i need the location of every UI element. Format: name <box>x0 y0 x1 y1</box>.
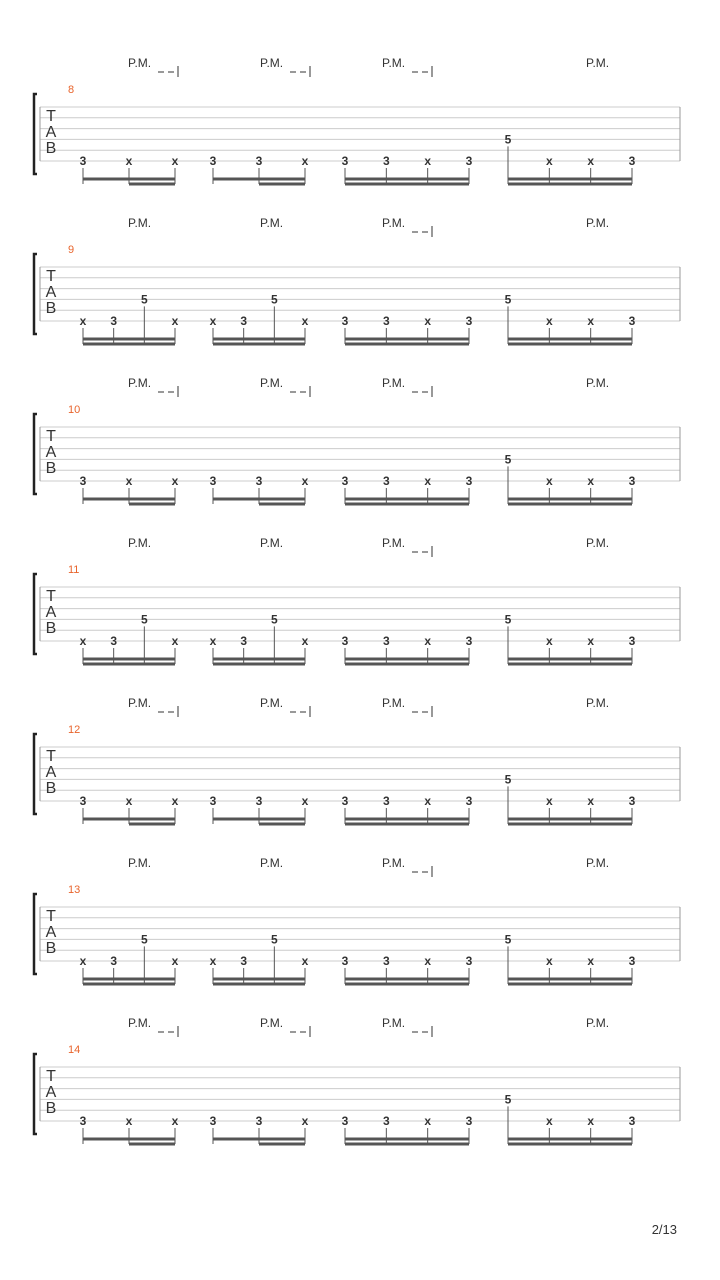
fret-number: 5 <box>140 932 148 947</box>
palm-mute-label: P.M. <box>260 1016 284 1030</box>
fret-number: 3 <box>628 794 636 808</box>
fret-number: 3 <box>628 1114 636 1128</box>
fret-number: x <box>545 634 553 648</box>
fret-number: 3 <box>341 794 349 808</box>
palm-mute-label: P.M. <box>128 856 152 870</box>
bar-number: 11 <box>68 564 80 576</box>
tab-clef-letter: T <box>46 908 56 925</box>
fret-number: x <box>545 314 553 328</box>
fret-number: x <box>171 794 179 808</box>
tab-clef-letter: T <box>46 1068 56 1085</box>
fret-number: 5 <box>270 292 278 307</box>
palm-mute-label: P.M. <box>260 536 284 550</box>
bar-number: 14 <box>68 1044 81 1056</box>
fret-number: 5 <box>504 1092 512 1107</box>
fret-number: 3 <box>110 634 118 648</box>
fret-number: x <box>424 154 432 168</box>
fret-number: 3 <box>240 314 248 328</box>
fret-number: x <box>209 634 217 648</box>
fret-number: x <box>424 314 432 328</box>
fret-number: 3 <box>382 954 390 968</box>
palm-mute-label: P.M. <box>128 376 152 390</box>
fret-number: x <box>587 794 595 808</box>
fret-number: x <box>171 474 179 488</box>
fret-number: x <box>301 314 309 328</box>
fret-number: x <box>301 1114 309 1128</box>
fret-number: 3 <box>255 154 263 168</box>
fret-number: 5 <box>504 452 512 467</box>
fret-number: 3 <box>382 474 390 488</box>
palm-mute-label: P.M. <box>128 1016 152 1030</box>
palm-mute-label: P.M. <box>260 216 284 230</box>
palm-mute-label: P.M. <box>586 536 610 550</box>
palm-mute-label: P.M. <box>382 56 406 70</box>
fret-number: 5 <box>504 132 512 147</box>
fret-number: 3 <box>209 794 217 808</box>
fret-number: x <box>125 794 133 808</box>
palm-mute-label: P.M. <box>128 536 152 550</box>
fret-number: 3 <box>255 794 263 808</box>
tab-clef-letter: B <box>45 300 57 317</box>
fret-number: x <box>171 314 179 328</box>
fret-number: 3 <box>382 314 390 328</box>
fret-number: 3 <box>341 154 349 168</box>
fret-number: x <box>424 794 432 808</box>
palm-mute-label: P.M. <box>382 1016 406 1030</box>
palm-mute-label: P.M. <box>128 56 152 70</box>
fret-number: 3 <box>110 314 118 328</box>
fret-number: 3 <box>240 954 248 968</box>
palm-mute-label: P.M. <box>260 56 284 70</box>
fret-number: 3 <box>240 634 248 648</box>
fret-number: 3 <box>79 1114 87 1128</box>
bar-number: 10 <box>68 404 81 416</box>
tab-clef-letter: A <box>45 764 57 781</box>
fret-number: 3 <box>465 954 473 968</box>
fret-number: 3 <box>79 794 87 808</box>
palm-mute-label: P.M. <box>586 56 610 70</box>
bar-number: 9 <box>68 244 75 256</box>
palm-mute-label: P.M. <box>382 856 406 870</box>
palm-mute-label: P.M. <box>128 216 152 230</box>
fret-number: x <box>545 794 553 808</box>
tab-clef-letter: B <box>45 940 57 957</box>
tab-clef-letter: A <box>45 284 57 301</box>
system-bracket <box>34 894 37 974</box>
fret-number: 3 <box>79 474 87 488</box>
fret-number: 3 <box>382 794 390 808</box>
fret-number: x <box>587 154 595 168</box>
fret-number: x <box>171 1114 179 1128</box>
palm-mute-label: P.M. <box>260 376 284 390</box>
palm-mute-label: P.M. <box>586 1016 610 1030</box>
fret-number: 3 <box>209 474 217 488</box>
fret-number: x <box>209 954 217 968</box>
fret-number: x <box>545 1114 553 1128</box>
fret-number: x <box>301 154 309 168</box>
tab-clef-letter: B <box>45 780 57 797</box>
tab-clef-letter: T <box>46 108 56 125</box>
fret-number: 3 <box>628 954 636 968</box>
palm-mute-label: P.M. <box>586 856 610 870</box>
fret-number: x <box>301 634 309 648</box>
fret-number: 3 <box>382 1114 390 1128</box>
fret-number: 3 <box>341 634 349 648</box>
fret-number: x <box>545 474 553 488</box>
tab-clef-letter: T <box>46 748 56 765</box>
fret-number: 5 <box>504 292 512 307</box>
tab-clef-letter: A <box>45 444 57 461</box>
fret-number: x <box>587 314 595 328</box>
fret-number: 5 <box>504 772 512 787</box>
fret-number: 3 <box>382 154 390 168</box>
tab-clef-letter: B <box>45 620 57 637</box>
system-bracket <box>34 574 37 654</box>
system-bracket <box>34 254 37 334</box>
fret-number: x <box>209 314 217 328</box>
fret-number: x <box>301 794 309 808</box>
fret-number: 3 <box>341 474 349 488</box>
fret-number: 3 <box>465 314 473 328</box>
fret-number: 3 <box>465 634 473 648</box>
system-bracket <box>34 94 37 174</box>
fret-number: x <box>587 474 595 488</box>
tab-clef-letter: T <box>46 268 56 285</box>
page-number: 2/13 <box>651 1222 677 1237</box>
fret-number: x <box>79 634 87 648</box>
fret-number: 3 <box>628 314 636 328</box>
system-bracket <box>34 1054 37 1134</box>
system-bracket <box>34 414 37 494</box>
fret-number: x <box>125 474 133 488</box>
fret-number: 3 <box>628 634 636 648</box>
bar-number: 12 <box>68 724 81 736</box>
fret-number: 5 <box>270 612 278 627</box>
fret-number: x <box>545 154 553 168</box>
palm-mute-label: P.M. <box>586 376 610 390</box>
fret-number: x <box>424 634 432 648</box>
fret-number: x <box>424 954 432 968</box>
fret-number: 5 <box>504 612 512 627</box>
fret-number: 3 <box>110 954 118 968</box>
fret-number: 3 <box>465 154 473 168</box>
tab-clef-letter: T <box>46 428 56 445</box>
fret-number: 3 <box>209 1114 217 1128</box>
fret-number: x <box>79 954 87 968</box>
tab-clef-letter: T <box>46 588 56 605</box>
fret-number: 3 <box>255 1114 263 1128</box>
fret-number: x <box>301 474 309 488</box>
tab-clef-letter: A <box>45 604 57 621</box>
fret-number: 5 <box>140 292 148 307</box>
tab-clef-letter: A <box>45 124 57 141</box>
fret-number: 3 <box>628 154 636 168</box>
fret-number: x <box>171 634 179 648</box>
fret-number: x <box>125 154 133 168</box>
palm-mute-label: P.M. <box>382 696 406 710</box>
fret-number: x <box>171 154 179 168</box>
palm-mute-label: P.M. <box>260 696 284 710</box>
bar-number: 13 <box>68 884 81 896</box>
fret-number: 3 <box>79 154 87 168</box>
fret-number: x <box>79 314 87 328</box>
fret-number: x <box>587 954 595 968</box>
fret-number: x <box>424 1114 432 1128</box>
tab-clef-letter: B <box>45 1100 57 1117</box>
fret-number: x <box>587 1114 595 1128</box>
fret-number: 3 <box>341 1114 349 1128</box>
fret-number: 3 <box>255 474 263 488</box>
system-bracket <box>34 734 37 814</box>
tab-clef-letter: B <box>45 140 57 157</box>
bar-number: 8 <box>68 84 75 96</box>
fret-number: 5 <box>270 932 278 947</box>
fret-number: 3 <box>465 474 473 488</box>
fret-number: x <box>171 954 179 968</box>
palm-mute-label: P.M. <box>586 216 610 230</box>
fret-number: x <box>424 474 432 488</box>
fret-number: 3 <box>382 634 390 648</box>
fret-number: x <box>587 634 595 648</box>
fret-number: 3 <box>341 954 349 968</box>
fret-number: x <box>301 954 309 968</box>
palm-mute-label: P.M. <box>382 536 406 550</box>
palm-mute-label: P.M. <box>586 696 610 710</box>
fret-number: x <box>545 954 553 968</box>
palm-mute-label: P.M. <box>382 376 406 390</box>
fret-number: 5 <box>140 612 148 627</box>
fret-number: 5 <box>504 932 512 947</box>
palm-mute-label: P.M. <box>128 696 152 710</box>
fret-number: 3 <box>628 474 636 488</box>
tab-clef-letter: A <box>45 924 57 941</box>
palm-mute-label: P.M. <box>382 216 406 230</box>
fret-number: 3 <box>465 1114 473 1128</box>
tab-clef-letter: B <box>45 460 57 477</box>
fret-number: 3 <box>341 314 349 328</box>
fret-number: 3 <box>465 794 473 808</box>
fret-number: x <box>125 1114 133 1128</box>
fret-number: 3 <box>209 154 217 168</box>
palm-mute-label: P.M. <box>260 856 284 870</box>
tab-clef-letter: A <box>45 1084 57 1101</box>
